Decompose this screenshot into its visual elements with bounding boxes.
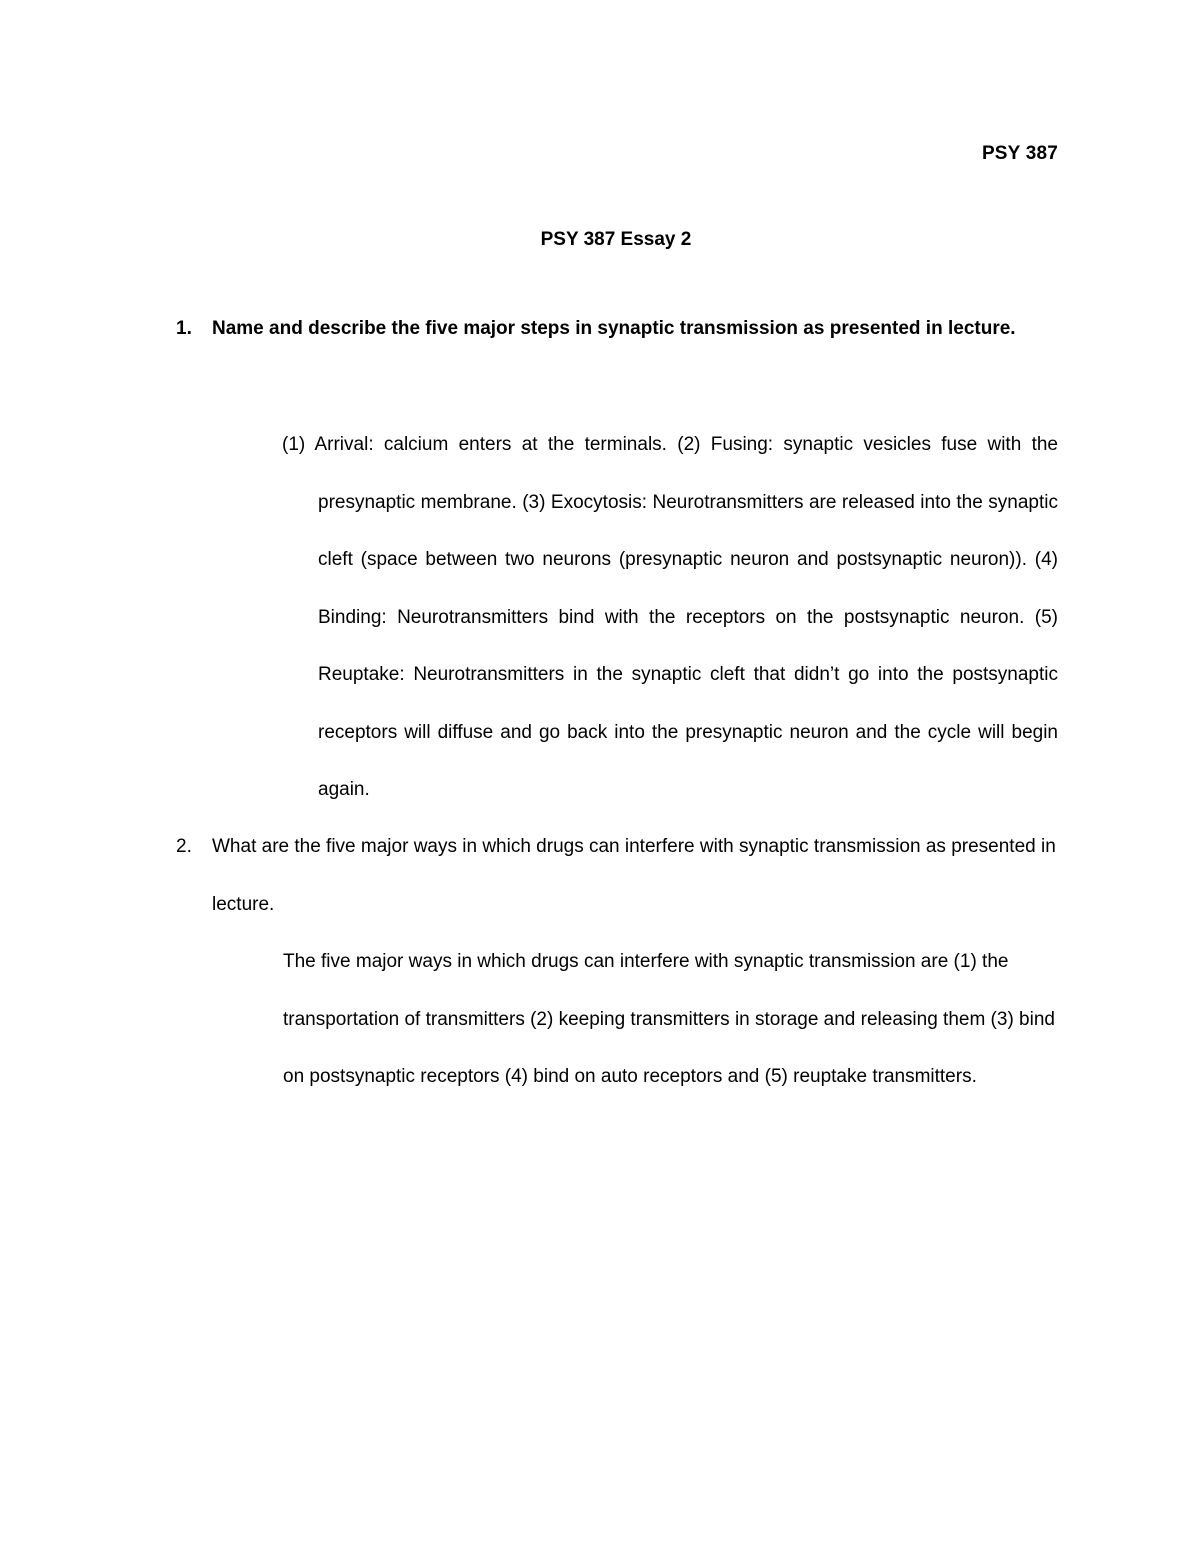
answer-1: (1) Arrival: calcium enters at the terminals. (2) Fusing: synaptic vesicles fuse with the presynaptic membrane. (3) Exocytosis: Neurotransmitters are released into the synaptic cleft (space between two neurons (presynaptic neuron and postsynaptic neuron)). (4) Binding: Neurotransmitters bind with the receptors on the postsynaptic neuron. (5) Reuptake: Neurotransmitters in the synaptic cleft that didn’t go into the postsynaptic receptors will diffuse and go back into the presynaptic neuron and the cycle will begin again.	[282, 434, 1058, 800]
question-2	[176, 818, 1056, 933]
document-title: PSY 387 Essay 2	[540, 229, 692, 250]
answer-2: The five major ways in which drugs can interfere with synaptic transmission are (1) the transportation of transmitters (2) keeping transmitters in storage and releasing them (3) bind on postsynaptic receptors (4) bind on auto receptors and (5) reuptake transmitters.	[283, 951, 1055, 1087]
question-1	[176, 300, 1056, 358]
question-1-number: 1.	[176, 318, 192, 339]
question-1-text: Name and describe the five major steps in synaptic transmission as presented in lecture.	[212, 318, 1016, 339]
running-header: PSY 387	[981, 143, 1058, 164]
question-2-text: What are the five major ways in which drugs can interfere with synaptic transmission as presented in lecture.	[212, 836, 1056, 915]
question-2-number: 2.	[176, 836, 192, 857]
